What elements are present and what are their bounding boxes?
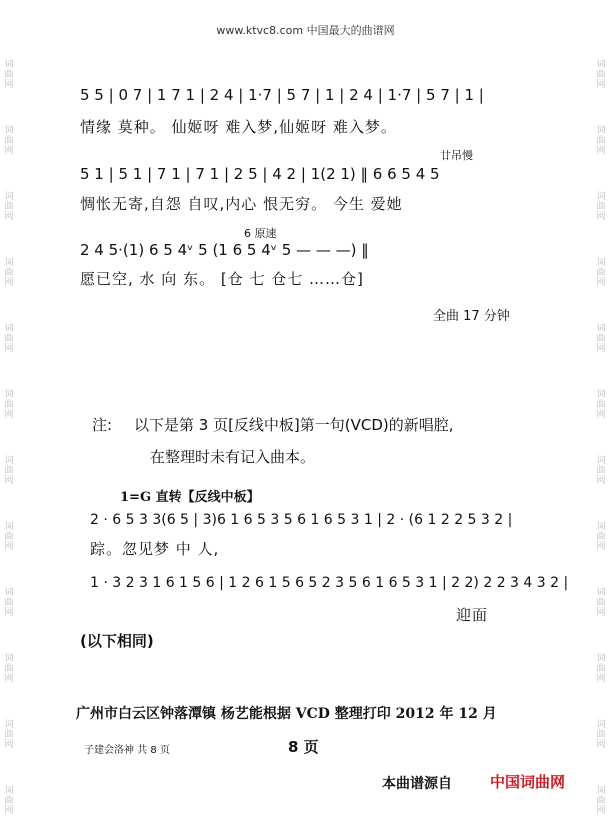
total-duration: 全曲 17 分钟 (433, 309, 510, 324)
excerpt-tail: (以下相同) (80, 632, 154, 650)
page-number: 8 页 (288, 738, 319, 756)
source-site-link[interactable]: 中国词曲网 (490, 773, 566, 791)
watermark-glyphs: 词 曲 网 (596, 324, 606, 354)
watermark-glyphs: 词 曲 网 (4, 654, 14, 684)
watermark-glyphs: 词 曲 网 (596, 588, 606, 618)
watermark-glyphs: 词 曲 网 (4, 324, 14, 354)
watermark-glyphs: 词 曲 网 (4, 456, 14, 486)
note-label: 注: (92, 416, 113, 434)
watermark-glyphs: 词 曲 网 (4, 60, 14, 90)
watermark-glyphs: 词 曲 网 (596, 720, 606, 750)
watermark-glyphs: 词 曲 网 (4, 192, 14, 222)
watermark-glyphs: 词 曲 网 (4, 258, 14, 288)
score-title-small: 子建会洛神 共 8 页 (84, 745, 170, 756)
watermark-glyphs: 词 曲 网 (4, 588, 14, 618)
watermark-glyphs: 词 曲 网 (596, 192, 606, 222)
watermark-glyphs: 词 曲 网 (4, 786, 14, 816)
watermark-glyphs: 词 曲 网 (596, 390, 606, 420)
note-line-1: 以下是第 3 页[反线中板]第一句(VCD)的新唱腔, (134, 416, 454, 434)
watermark-glyphs: 词 曲 网 (4, 390, 14, 420)
excerpt-row-1-lyrics: 踪。忽见梦 中 人, (90, 540, 220, 558)
score-row-1-notes: 5 5 | 0 7 | 1 7 1 | 2 4 | 1·7 | 5 7 | 1 | 2 4 | 1·7 | 5 7 | 1 | (80, 86, 484, 104)
watermark-glyphs: 词 曲 网 (596, 60, 606, 90)
score-row-3-notes: 2 4 5·(1) 6 5 4ᵛ 5 (1 6 5 4ᵛ 5 — — —) ‖ (80, 241, 369, 259)
key-signature: 1=G 直转【反线中板】 (120, 490, 260, 505)
right-watermark-strip (594, 0, 608, 818)
credit-line: 广州市白云区钟落潭镇 杨艺能根据 VCD 整理打印 2012 年 12 月 (76, 706, 497, 722)
score-row-3-lyrics: 愿已空, 水 向 东。 [仓 七 仓七 ……仓] (80, 270, 364, 288)
watermark-glyphs: 词 曲 网 (596, 522, 606, 552)
watermark-glyphs: 词 曲 网 (596, 126, 606, 156)
watermark-glyphs: 词 曲 网 (596, 654, 606, 684)
excerpt-row-2-lyrics: 迎面 (456, 606, 489, 624)
score-row-1-lyrics: 情缘 莫种。 仙姬呀 难入梦,仙姬呀 难入梦。 (80, 118, 397, 136)
note-line-2: 在整理时未有记入曲本。 (150, 448, 316, 466)
watermark-glyphs: 词 曲 网 (596, 258, 606, 288)
tempo-annotation-original: 6 原速 (244, 227, 277, 240)
watermark-glyphs: 词 曲 网 (4, 720, 14, 750)
source-prefix: 本曲谱源自 (382, 776, 452, 792)
tempo-annotation-slow: 廿吊慢 (440, 149, 473, 162)
watermark-glyphs: 词 曲 网 (4, 522, 14, 552)
watermark-glyphs: 词 曲 网 (596, 786, 606, 816)
left-watermark-strip (2, 0, 16, 818)
site-header: www.ktvc8.com 中国最大的曲谱网 (216, 24, 395, 37)
excerpt-row-2-notes: 1 · 3 2 3 1 6 1 5 6 | 1 2 6 1 5 6 5 2 3 5 6 1 6 5 3 1 | 2 2) 2 2 3 4 3 2 | (90, 575, 569, 591)
watermark-glyphs: 词 曲 网 (596, 456, 606, 486)
excerpt-row-1-notes: 2 · 6 5 3 3(6 5 | 3)6 1 6 5 3 5 6 1 6 5 3 1 | 2 · (6 1 2 2 5 3 2 | (90, 512, 513, 528)
score-row-2-lyrics: 惆怅无寄,自怨 自叹,内心 恨无穷。 今生 爱她 (80, 195, 403, 213)
watermark-glyphs: 词 曲 网 (4, 126, 14, 156)
score-row-2-notes: 5 1 | 5 1 | 7 1 | 7 1 | 2 5 | 4 2 | 1(2 1) ‖ 6 6 5 4 5 (80, 165, 440, 183)
